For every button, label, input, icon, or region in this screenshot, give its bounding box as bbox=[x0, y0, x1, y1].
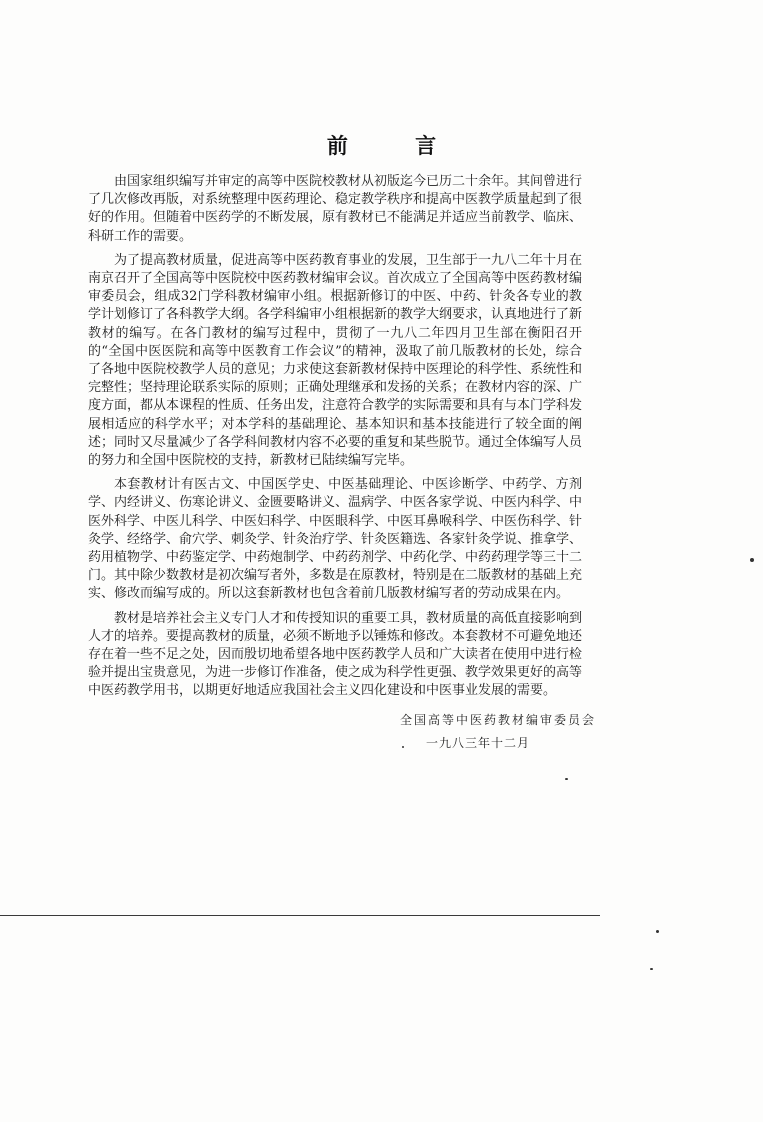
paragraph-2: 为了提高教材质量，促进高等中医药教育事业的发展，卫生部于一九八二年十月在南京召开了全国高等中医院校中医药教材编审会议。首次成立了全国高等中医药教材编审委员会，组成32门学科教材编审小组。根据新修订的中医、中药、针灸各专业的教学计划修订了各科教学大纲。各学科编审小组根据新的教学大纲要求，认真地进行了新教材的编写。在各门教材的编写过程中，贯彻了一九八二年四月卫生部在衡阳召开的“全国中医医院和高等中医教育工作会议”的精神，汲取了前几版教材的长处，综合了各地中医院校教学人员的意见；力求使这套新教材保持中医理论的科学性、系统性和完整性；坚持理论联系实际的原则；正确处理继承和发扬的关系；在教材内容的深、广度方面，都从本课程的性质、任务出发，注意符合教学的实际需要和具有与本门学科发展相适应的科学水平；对本学科的基础理论、基本知识和基本技能进行了较全面的阐述；同时又尽量减少了各学科间教材内容不必要的重复和某些脱节。通过全体编写人员的努力和全国中医院校的支持，新教材已陆续编写完毕。 bbox=[88, 252, 583, 469]
paragraph-1: 由国家组织编写并审定的高等中医院校教材从初版迄今已历二十余年。其间曾进行了几次修改再版，对系统整理中医药理论、稳定教学秩序和提高中医教学质量起到了很好的作用。但随着中医药学的不断发展，原有教材已不能满足并适应当前教学、临床、科研工作的需要。 bbox=[88, 174, 583, 244]
preface-body bbox=[88, 173, 582, 701]
paragraph-3: 本套教材计有医古文、中国医学史、中医基础理论、中医诊断学、中药学、方剂学、内经讲义、伤寒论讲义、金匮要略讲义、温病学、中医各家学说、中医内科学、中医外科学、中医儿科学、中医妇科学、中医眼科学、中医耳鼻喉科学、中医伤科学、针灸学、经络学、俞穴学、刺灸学、针灸治疗学、针灸医籍选、各家针灸学说、推拿学、药用植物学、中药鉴定学、中药炮制学、中药药剂学、中药化学、中药药理学等三十二门。其中除少数教材是初次编写者外，多数是在原教材，特别是在二版教材的基础上充实、修改而编写成的。所以这套新教材也包含着前几版教材编写者的劳动成果在内。 bbox=[88, 477, 583, 602]
paragraph-4: 教材是培养社会主义专门人才和传授知识的重要工具，教材质量的高低直接影响到人才的培养。要提高教材的质量，必须不断地予以锤炼和修改。本套教材不可避免地还存在着一些不足之处，因而殷切地希望各地中医药教学人员和广大读者在使用中进行检验并提出宝贵意见，为进一步修订作准备，使之成为科学性更强、教学效果更好的高等中医药教学用书，以期更好地适应我国社会主义四化建设和中医事业发展的需要。 bbox=[88, 610, 583, 699]
signature-organization: 全国高等中医药教材编审委员会 bbox=[400, 713, 597, 727]
scan-speck bbox=[650, 968, 653, 970]
scan-speck bbox=[750, 558, 754, 562]
signature-date: 一九八三年十二月 bbox=[426, 736, 531, 750]
scan-speck bbox=[565, 778, 568, 780]
scan-artifact-line bbox=[0, 915, 600, 916]
page-title: 前 言 bbox=[326, 133, 467, 158]
scan-speck bbox=[656, 930, 659, 933]
scan-speck bbox=[402, 746, 404, 748]
